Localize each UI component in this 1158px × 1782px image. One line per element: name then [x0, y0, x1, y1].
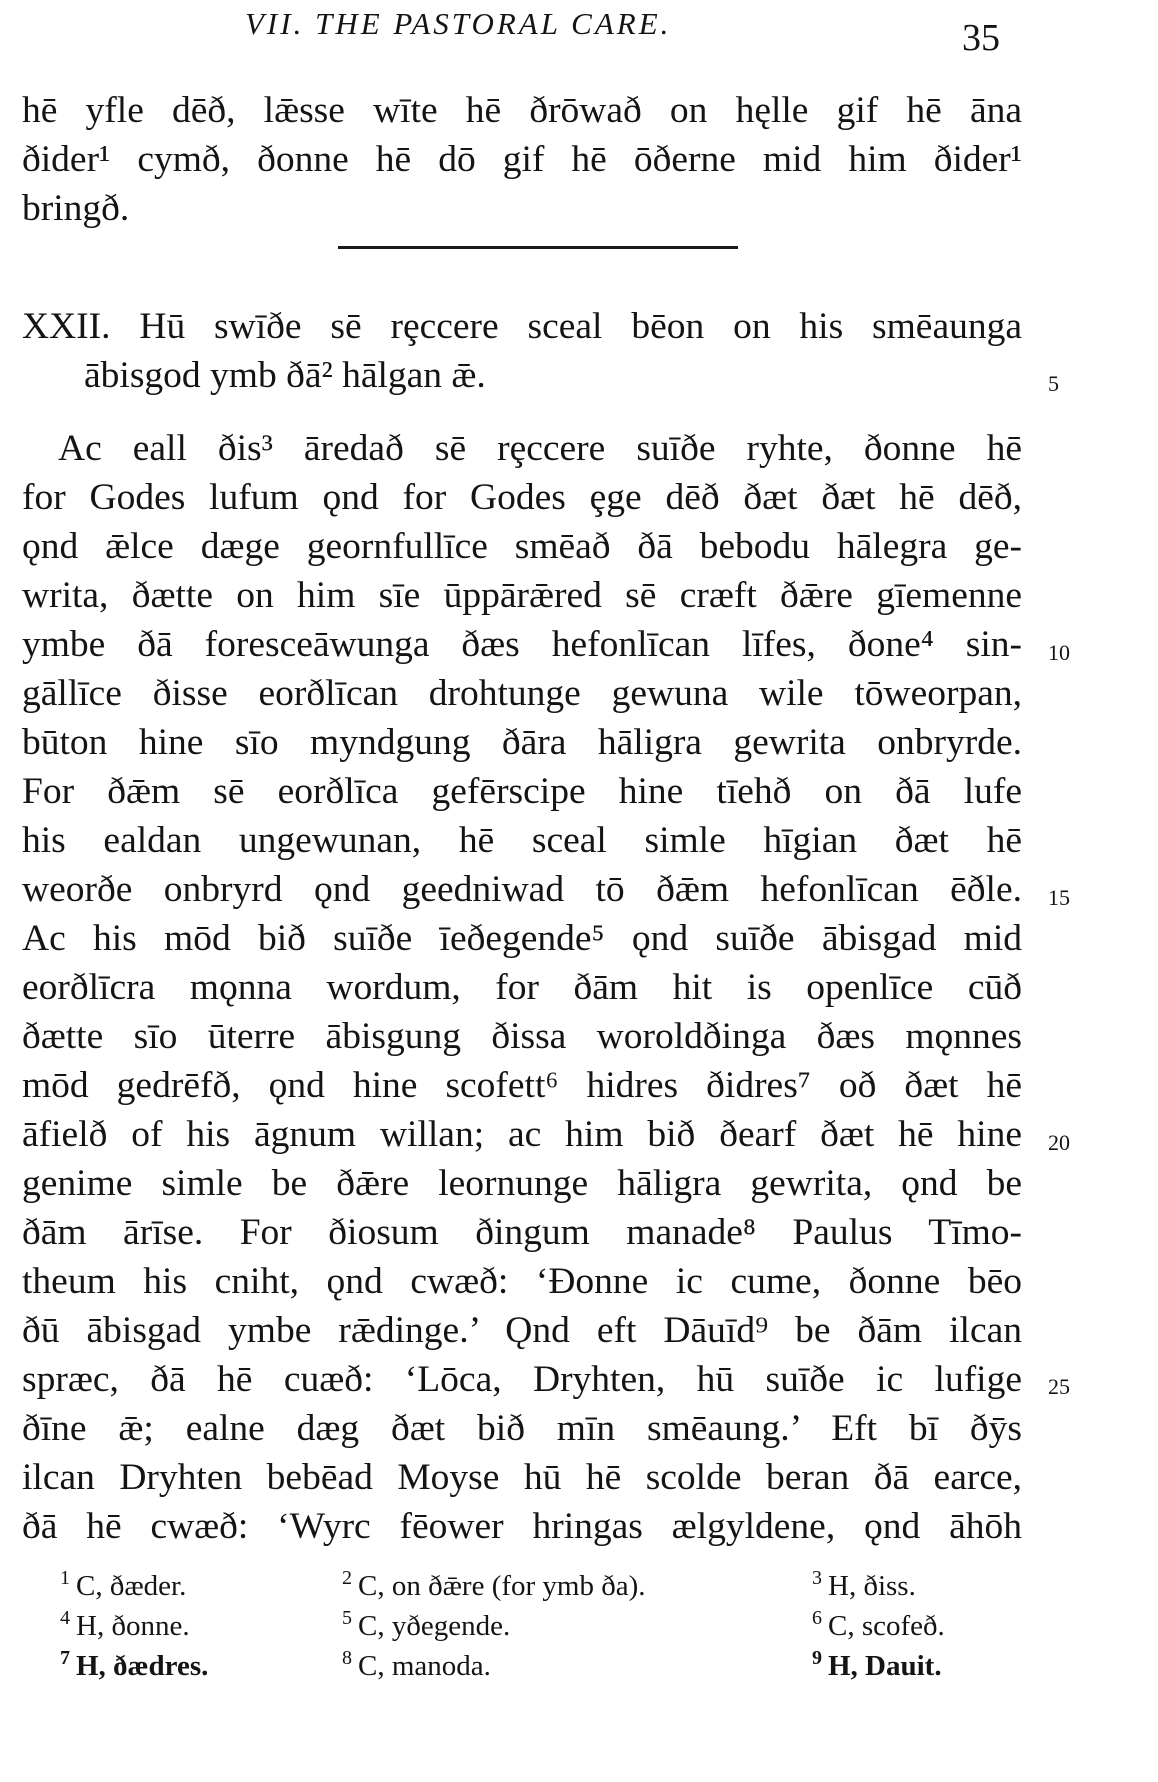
heading-line: ābisgod ymb ðā² hālgan ǣ.: [84, 355, 486, 396]
text-line: writa, ðætte on him sīe ūppārǣred sē cræft ðǣre gīemenne: [22, 575, 1022, 616]
heading-line: XXII. Hū swīðe sē rȩccere sceal bēon on his smēaunga: [22, 306, 1022, 347]
footnote: $^4$ H, ðonne.: [60, 1607, 190, 1642]
text-line: gāllīce ðisse eorðlīcan drohtunge gewuna wile tōweorpan,: [22, 673, 1022, 714]
text-line: ilcan Dryhten bebēad Moyse hū hē scolde beran ðā earce,: [22, 1457, 1022, 1498]
footnote: $^1$ C, ðæder.: [60, 1567, 187, 1602]
body-paragraph: [22, 424, 1022, 1551]
text-line: for Godes lufum ǫnd for Godes ȩge dēð ðæt ðæt hē dēð,: [22, 477, 1022, 518]
footnote: $^3$ H, ðiss.: [812, 1567, 916, 1602]
line-number: 25: [1048, 1374, 1070, 1399]
chapter-heading: [22, 302, 1022, 400]
text-line: weorðe onbryrd ǫnd geedniwad tō ðǣm hefonlīcan ēðle.: [22, 869, 1022, 910]
text-line: āfielð of his āgnum willan; ac him bið ðearf ðæt hē hine: [22, 1114, 1022, 1155]
text-line: būton hine sīo myndgung ðāra hāligra gewrita onbryrde.: [22, 722, 1022, 763]
intro-paragraph: [22, 86, 1022, 233]
footnotes: [0, 1567, 1158, 1750]
text-line: ðā hē cwæð: ‘Wyrc fēower hringas ælgyldene, ǫnd āhōh: [22, 1506, 1022, 1547]
text-line: genime simle be ðǣre leornunge hāligra gewrita, ǫnd be: [22, 1163, 1022, 1204]
text-line: ymbe ðā foresceāwunga ðæs hefonlīcan līfes, ðone⁴ sin-: [22, 624, 1022, 665]
footnote: $^8$ C, manoda.: [342, 1647, 491, 1682]
line-number: 5: [1048, 371, 1059, 396]
line-number: 10: [1048, 640, 1070, 665]
footnote: $^2$ C, on ðǣre (for ymb ða).: [342, 1567, 646, 1602]
text-line: ðider¹ cymð, ðonne hē dō gif hē ōðerne mid him ðider¹: [22, 139, 1022, 180]
text-line: hē yfle dēð, lǣsse wīte hē ðrōwað on hęlle gif hē āna: [22, 90, 1022, 131]
text-line: Ac eall ðis³ āredað sē rȩccere suīðe ryhte, ðonne hē: [58, 428, 1022, 469]
text-line: theum his cniht, ǫnd cwæð: ‘Ðonne ic cume, ðonne bēo: [22, 1261, 1022, 1302]
text-line: Ac his mōd bið suīðe īeðegende⁵ ǫnd suīðe ābisgad mid: [22, 918, 1022, 959]
footnote: $^6$ C, scofeð.: [812, 1607, 945, 1642]
page-header: [0, 4, 1158, 59]
line-number: 20: [1048, 1130, 1070, 1155]
text-line: ðām ārīse. For ðiosum ðingum manade⁸ Paulus Tīmo-: [22, 1212, 1022, 1253]
text-line: bringð.: [22, 188, 130, 229]
footnote: $^9$ H, Dauit.: [812, 1647, 942, 1682]
text-line: his ealdan ungewunan, hē sceal simle hīgian ðæt hē: [22, 820, 1022, 861]
text-line: ǫnd ǣlce dæge geornfullīce smēað ðā bebodu hālegra ge-: [22, 526, 1022, 567]
footnote: $^7$ H, ðædres.: [60, 1647, 209, 1682]
text-line: For ðǣm sē eorðlīca gefērscipe hine tīehð on ðā lufe: [22, 771, 1022, 812]
text-line: mōd gedrēfð, ǫnd hine scofett⁶ hidres ðidres⁷ oð ðæt hē: [22, 1065, 1022, 1106]
text-line: ðīne ǣ; ealne dæg ðæt bið mīn smēaung.’ Eft bī ðȳs: [22, 1408, 1022, 1449]
line-number: 15: [1048, 885, 1070, 910]
running-head: VII. THE PASTORAL CARE.: [245, 6, 672, 41]
footnote: $^5$ C, yðegende.: [342, 1607, 511, 1642]
section-divider: [338, 246, 738, 249]
text-line: ðætte sīo ūterre ābisgung ðissa woroldðinga ðæs mǫnnes: [22, 1016, 1022, 1057]
text-line: eorðlīcra mǫnna wordum, for ðām hit is openlīce cūð: [22, 967, 1022, 1008]
text-line: spræc, ðā hē cuæð: ‘Lōca, Dryhten, hū suīðe ic lufige: [22, 1359, 1022, 1400]
text-line: ðū ābisgad ymbe rǣdinge.’ Ǫnd eft Dāuīd⁹ be ðām ilcan: [22, 1310, 1022, 1351]
page-number: 35: [962, 17, 1000, 59]
